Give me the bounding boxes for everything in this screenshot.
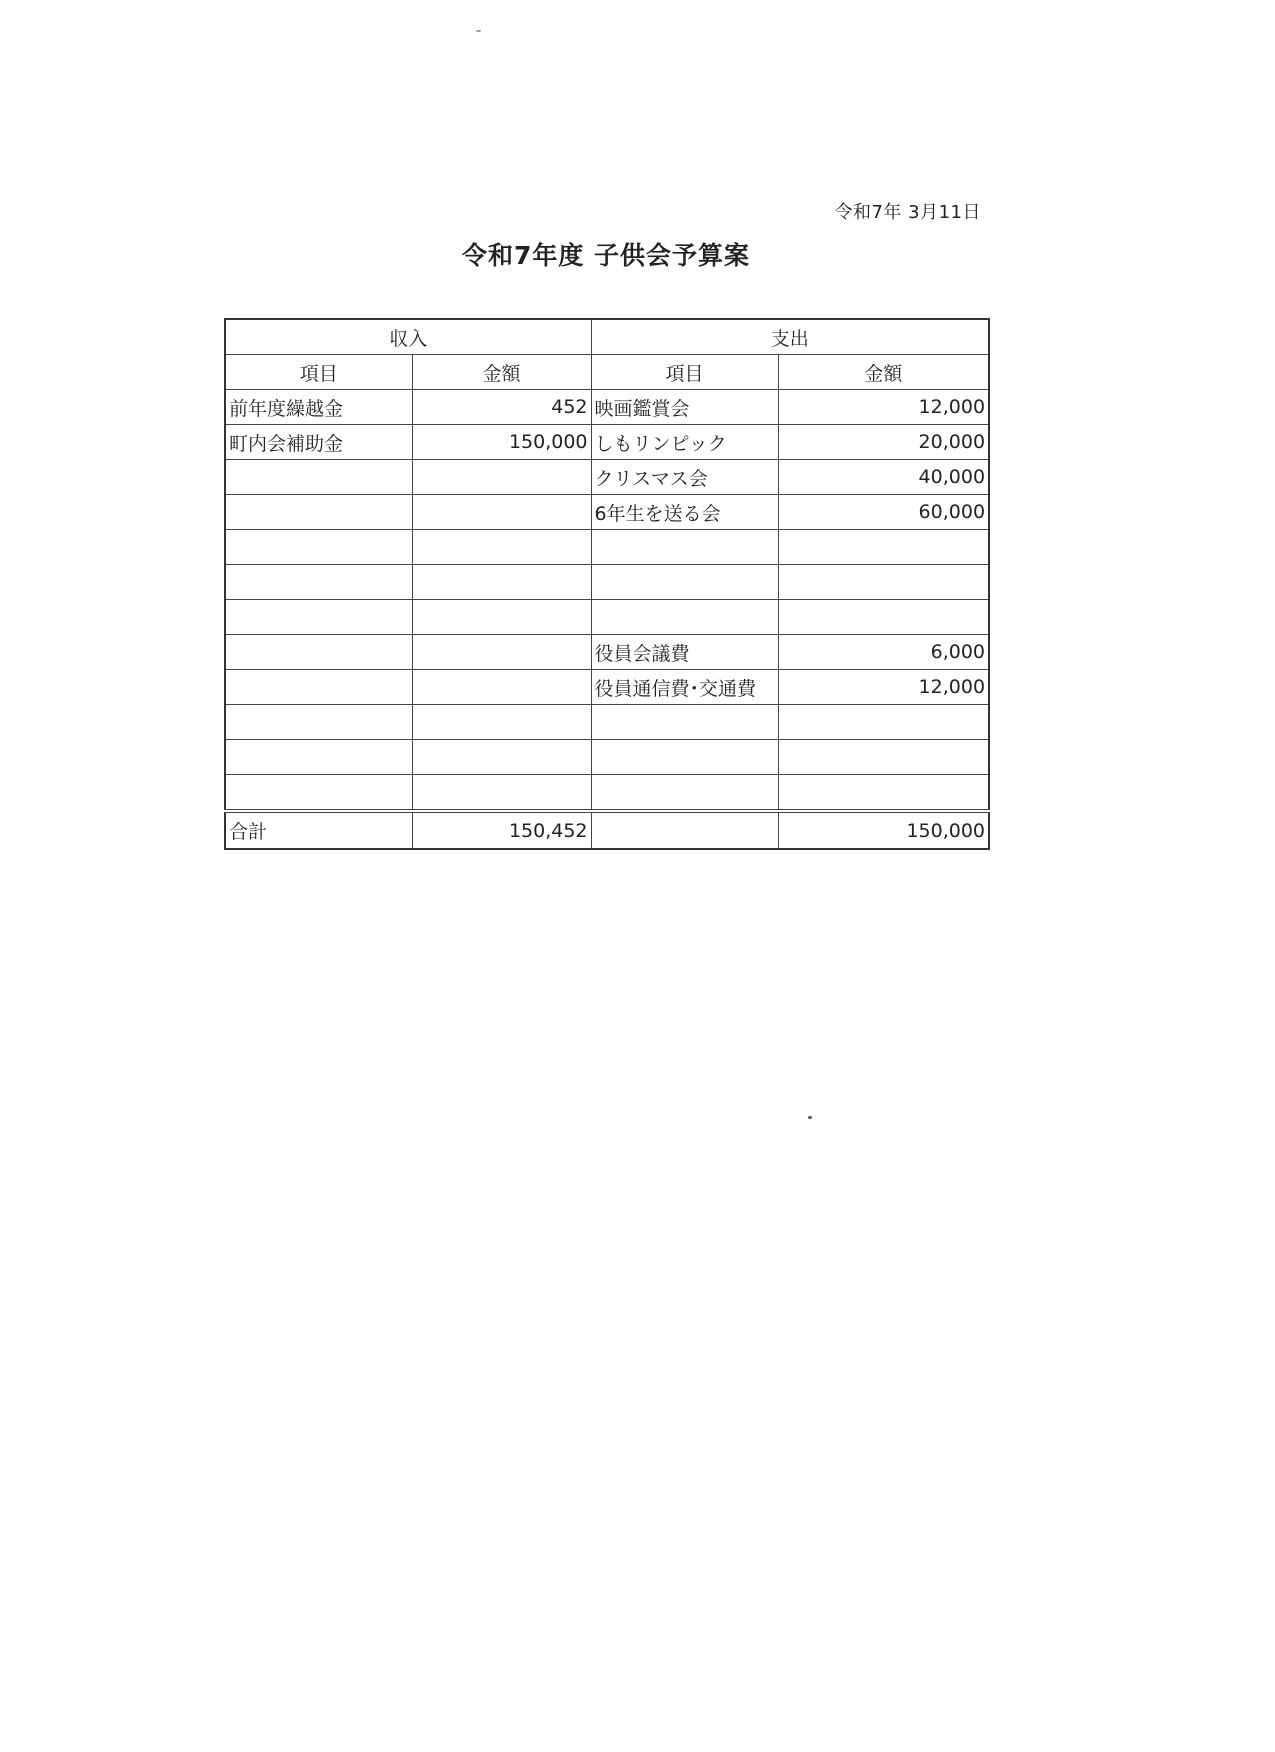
expense-item-cell xyxy=(591,740,778,775)
table-row xyxy=(225,425,989,460)
expense-item-cell xyxy=(591,600,778,635)
income-amount-cell xyxy=(412,600,591,635)
income-item-cell xyxy=(225,635,412,670)
group-header-row xyxy=(225,319,989,355)
income-amount-cell xyxy=(412,670,591,705)
expense-amount-cell: 6,000 xyxy=(778,635,989,670)
income-item-cell xyxy=(225,775,412,812)
income-amount-cell xyxy=(412,635,591,670)
table-row xyxy=(225,530,989,565)
total-label: 合計 xyxy=(225,811,412,849)
income-item-cell xyxy=(225,600,412,635)
income-item-cell: 町内会補助金 xyxy=(225,425,412,460)
table-row xyxy=(225,460,989,495)
income-item-cell xyxy=(225,670,412,705)
expense-item-cell: 役員通信費･交通費 xyxy=(591,670,778,705)
table-row xyxy=(225,775,989,812)
document-title: 令和7年度 子供会予算案 xyxy=(461,241,751,270)
table-row xyxy=(225,495,989,530)
income-amount-cell xyxy=(412,460,591,495)
income-item-header: 項目 xyxy=(225,355,412,390)
table-row xyxy=(225,635,989,670)
income-amount-cell xyxy=(412,775,591,812)
income-amount-cell xyxy=(412,495,591,530)
income-amount-cell xyxy=(412,565,591,600)
expense-item-cell: クリスマス会 xyxy=(591,460,778,495)
income-amount-cell: 452 xyxy=(412,390,591,425)
expense-amount-cell xyxy=(778,775,989,812)
total-expense-item xyxy=(591,811,778,849)
income-item-cell: 前年度繰越金 xyxy=(225,390,412,425)
budget-table xyxy=(224,318,990,850)
expense-item-cell xyxy=(591,530,778,565)
expense-item-cell: 映画鑑賞会 xyxy=(591,390,778,425)
expense-amount-cell: 40,000 xyxy=(778,460,989,495)
expense-header: 支出 xyxy=(591,319,989,355)
income-amount-cell: 150,000 xyxy=(412,425,591,460)
table-row xyxy=(225,705,989,740)
expense-amount-cell xyxy=(778,565,989,600)
scan-speck xyxy=(476,30,481,32)
total-expense-amount: 150,000 xyxy=(778,811,989,849)
column-header-row xyxy=(225,355,989,390)
expense-item-header: 項目 xyxy=(591,355,778,390)
expense-item-cell xyxy=(591,565,778,600)
income-amount-cell xyxy=(412,705,591,740)
expense-item-cell xyxy=(591,705,778,740)
expense-item-cell: 役員会議費 xyxy=(591,635,778,670)
income-amount-cell xyxy=(412,740,591,775)
income-amount-cell xyxy=(412,530,591,565)
table-row xyxy=(225,390,989,425)
expense-amount-cell: 12,000 xyxy=(778,670,989,705)
expense-amount-cell: 20,000 xyxy=(778,425,989,460)
table-row xyxy=(225,740,989,775)
expense-amount-cell xyxy=(778,705,989,740)
income-amount-header: 金額 xyxy=(412,355,591,390)
expense-amount-cell xyxy=(778,740,989,775)
total-row xyxy=(225,811,989,849)
table-row xyxy=(225,565,989,600)
expense-amount-cell: 60,000 xyxy=(778,495,989,530)
income-item-cell xyxy=(225,565,412,600)
expense-item-cell xyxy=(591,775,778,812)
expense-amount-header: 金額 xyxy=(778,355,989,390)
expense-item-cell: 6年生を送る会 xyxy=(591,495,778,530)
expense-amount-cell xyxy=(778,600,989,635)
income-item-cell xyxy=(225,530,412,565)
expense-amount-cell: 12,000 xyxy=(778,390,989,425)
income-item-cell xyxy=(225,705,412,740)
expense-item-cell: しもリンピック xyxy=(591,425,778,460)
income-item-cell xyxy=(225,460,412,495)
expense-amount-cell xyxy=(778,530,989,565)
table-row xyxy=(225,670,989,705)
income-item-cell xyxy=(225,740,412,775)
budget-body xyxy=(225,390,989,850)
total-income-amount: 150,452 xyxy=(412,811,591,849)
income-header: 収入 xyxy=(225,319,591,355)
scan-speck xyxy=(808,1116,812,1119)
income-item-cell xyxy=(225,495,412,530)
document-date: 令和7年 3月11日 xyxy=(834,202,981,223)
table-row xyxy=(225,600,989,635)
